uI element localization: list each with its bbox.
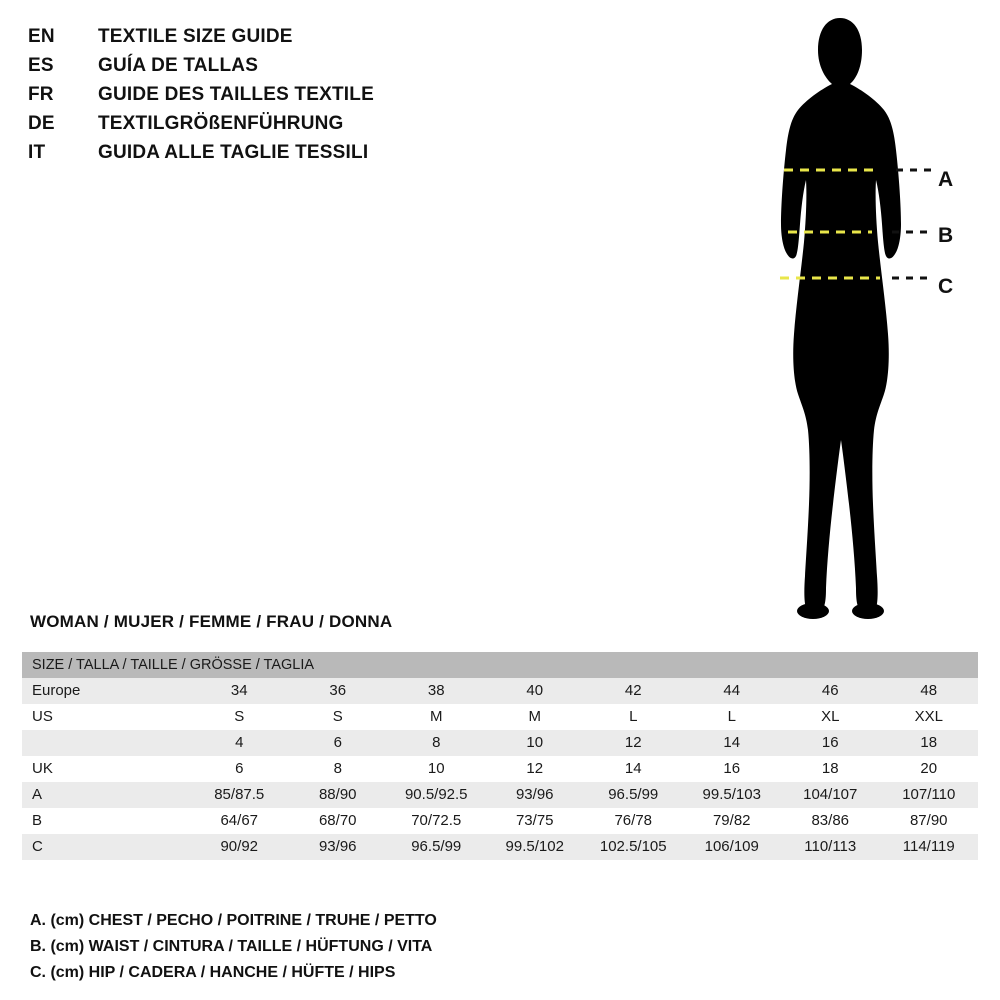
cell-uk-6: 18 xyxy=(781,756,880,782)
cell-uk-7: 20 xyxy=(880,756,979,782)
cell-europe-3: 40 xyxy=(486,678,585,704)
cell-europe-4: 42 xyxy=(584,678,683,704)
silhouette-svg xyxy=(700,10,990,630)
cell-c-1: 93/96 xyxy=(289,834,388,860)
cell-europe-2: 38 xyxy=(387,678,486,704)
cell-us-0: S xyxy=(190,704,289,730)
legend-line-a: A. (cm) CHEST / PECHO / POITRINE / TRUHE / PETTO xyxy=(30,912,437,929)
language-text-it: GUIDA ALLE TAGLIE TESSILI xyxy=(98,142,369,163)
cell-uk-3: 12 xyxy=(486,756,585,782)
cell-us-3: M xyxy=(486,704,585,730)
cell-c-0: 90/92 xyxy=(190,834,289,860)
cell-a-4: 96.5/99 xyxy=(584,782,683,808)
cell-europe-1: 36 xyxy=(289,678,388,704)
cell-usnum-6: 16 xyxy=(781,730,880,756)
cell-usnum-2: 8 xyxy=(387,730,486,756)
language-text-en: TEXTILE SIZE GUIDE xyxy=(98,26,293,47)
row-label-b: B xyxy=(22,808,190,834)
cell-a-3: 93/96 xyxy=(486,782,585,808)
language-row xyxy=(28,113,548,142)
table-header-label: SIZE / TALLA / TAILLE / GRÖSSE / TAGLIA xyxy=(22,652,978,678)
language-row xyxy=(28,84,548,113)
measure-label-b: B xyxy=(938,224,954,247)
legend-line-c: C. (cm) HIP / CADERA / HANCHE / HÜFTE / HIPS xyxy=(30,964,396,981)
cell-us-7: XXL xyxy=(880,704,979,730)
cell-a-7: 107/110 xyxy=(880,782,979,808)
language-row xyxy=(28,142,548,171)
cell-usnum-7: 18 xyxy=(880,730,979,756)
cell-us-6: XL xyxy=(781,704,880,730)
cell-usnum-1: 6 xyxy=(289,730,388,756)
table-row xyxy=(22,782,978,808)
language-text-fr: GUIDE DES TAILLES TEXTILE xyxy=(98,84,374,105)
cell-a-5: 99.5/103 xyxy=(683,782,782,808)
cell-c-5: 106/109 xyxy=(683,834,782,860)
size-table-container xyxy=(22,652,978,860)
cell-europe-0: 34 xyxy=(190,678,289,704)
row-label-us-numeric xyxy=(22,730,190,756)
cell-europe-5: 44 xyxy=(683,678,782,704)
language-text-de: TEXTILGRÖßENFÜHRUNG xyxy=(98,113,344,134)
legend-line-b: B. (cm) WAIST / CINTURA / TAILLE / HÜFTUNG / VITA xyxy=(30,938,433,955)
cell-b-1: 68/70 xyxy=(289,808,388,834)
table-row xyxy=(22,808,978,834)
cell-a-0: 85/87.5 xyxy=(190,782,289,808)
language-code-es: ES xyxy=(28,55,54,76)
cell-us-2: M xyxy=(387,704,486,730)
cell-b-0: 64/67 xyxy=(190,808,289,834)
language-row xyxy=(28,26,548,55)
cell-uk-2: 10 xyxy=(387,756,486,782)
row-label-a: A xyxy=(22,782,190,808)
cell-a-1: 88/90 xyxy=(289,782,388,808)
language-title-block xyxy=(28,26,548,171)
cell-c-3: 99.5/102 xyxy=(486,834,585,860)
silhouette-path xyxy=(781,18,901,613)
cell-usnum-5: 14 xyxy=(683,730,782,756)
row-label-europe: Europe xyxy=(22,678,190,704)
language-code-de: DE xyxy=(28,113,55,134)
cell-us-1: S xyxy=(289,704,388,730)
language-code-en: EN xyxy=(28,26,55,47)
language-code-it: IT xyxy=(28,142,46,163)
language-text-es: GUÍA DE TALLAS xyxy=(98,55,259,76)
cell-us-4: L xyxy=(584,704,683,730)
language-row xyxy=(28,55,548,84)
cell-europe-7: 48 xyxy=(880,678,979,704)
cell-a-6: 104/107 xyxy=(781,782,880,808)
cell-uk-1: 8 xyxy=(289,756,388,782)
cell-c-7: 114/119 xyxy=(880,834,979,860)
table-row xyxy=(22,756,978,782)
cell-uk-4: 14 xyxy=(584,756,683,782)
female-silhouette-figure xyxy=(700,10,990,630)
measurement-legend xyxy=(30,908,730,986)
cell-a-2: 90.5/92.5 xyxy=(387,782,486,808)
cell-usnum-4: 12 xyxy=(584,730,683,756)
table-header-row xyxy=(22,652,978,678)
cell-b-6: 83/86 xyxy=(781,808,880,834)
cell-c-6: 110/113 xyxy=(781,834,880,860)
cell-uk-0: 6 xyxy=(190,756,289,782)
cell-usnum-3: 10 xyxy=(486,730,585,756)
table-row xyxy=(22,704,978,730)
row-label-c: C xyxy=(22,834,190,860)
cell-b-2: 70/72.5 xyxy=(387,808,486,834)
cell-b-7: 87/90 xyxy=(880,808,979,834)
cell-c-2: 96.5/99 xyxy=(387,834,486,860)
size-table xyxy=(22,652,978,860)
cell-us-5: L xyxy=(683,704,782,730)
cell-c-4: 102.5/105 xyxy=(584,834,683,860)
table-row xyxy=(22,834,978,860)
language-code-fr: FR xyxy=(28,84,54,105)
table-row xyxy=(22,730,978,756)
row-label-uk: UK xyxy=(22,756,190,782)
row-label-us: US xyxy=(22,704,190,730)
right-foot xyxy=(852,603,884,619)
cell-europe-6: 46 xyxy=(781,678,880,704)
measure-label-c: C xyxy=(938,275,954,298)
measure-label-a: A xyxy=(938,168,954,191)
cell-b-4: 76/78 xyxy=(584,808,683,834)
cell-uk-5: 16 xyxy=(683,756,782,782)
section-heading-woman: WOMAN / MUJER / FEMME / FRAU / DONNA xyxy=(30,612,393,631)
cell-b-3: 73/75 xyxy=(486,808,585,834)
table-row xyxy=(22,678,978,704)
left-foot xyxy=(797,603,829,619)
cell-b-5: 79/82 xyxy=(683,808,782,834)
cell-usnum-0: 4 xyxy=(190,730,289,756)
